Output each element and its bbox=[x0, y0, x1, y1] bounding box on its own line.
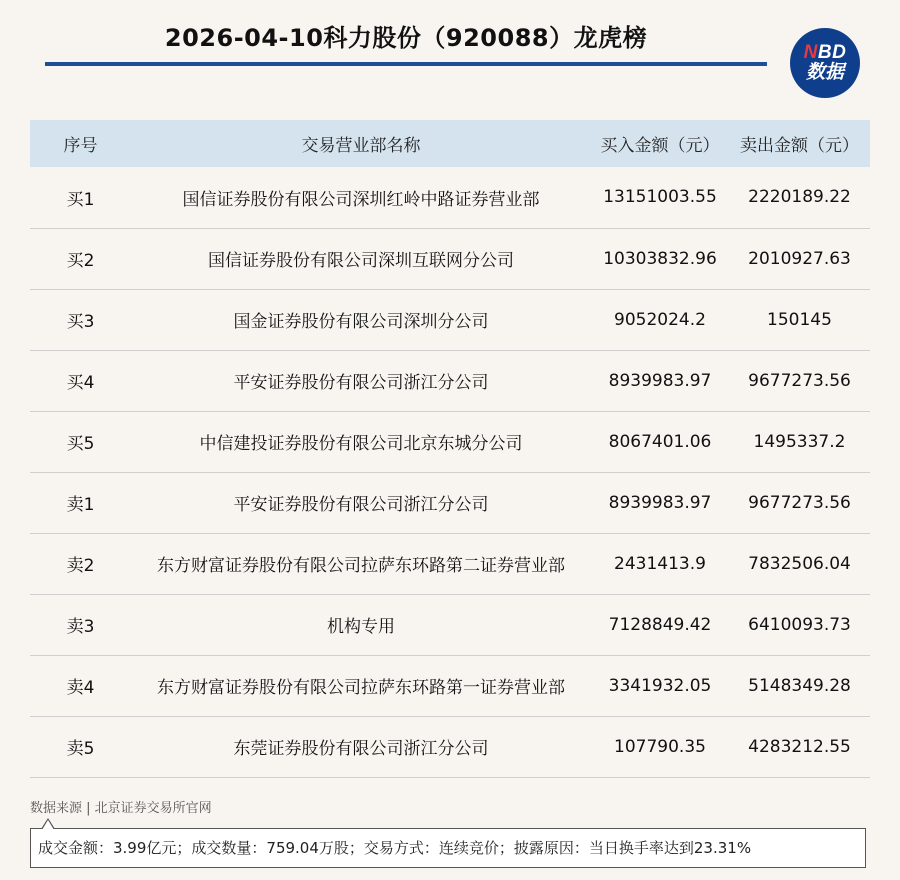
table-body bbox=[30, 167, 870, 777]
cell-branch-name: 中信建投证券股份有限公司北京东城分公司 bbox=[199, 434, 523, 454]
cell-index: 买3 bbox=[66, 312, 95, 332]
summary-pointer-fill bbox=[42, 820, 54, 830]
cell-buy-amount: 3341932.05 bbox=[608, 675, 712, 696]
cell-buy-amount: 7128849.42 bbox=[608, 614, 712, 635]
cell-branch-name: 东莞证券股份有限公司浙江分公司 bbox=[233, 739, 489, 759]
cell-index: 买5 bbox=[66, 434, 95, 454]
cell-index: 卖3 bbox=[66, 617, 95, 637]
cell-branch-name: 国信证券股份有限公司深圳红岭中路证券营业部 bbox=[182, 189, 540, 210]
table-row bbox=[30, 228, 870, 289]
logo-data-text: 数据 bbox=[805, 61, 844, 83]
cell-branch-name: 东方财富证券股份有限公司拉萨东环路第一证券营业部 bbox=[157, 678, 565, 698]
cell-buy-amount: 10303832.96 bbox=[603, 248, 717, 269]
table-row bbox=[30, 350, 870, 411]
cell-branch-name: 东方财富证券股份有限公司拉萨东环路第二证券营业部 bbox=[157, 556, 565, 576]
table-row bbox=[30, 594, 870, 655]
cell-index: 卖1 bbox=[66, 495, 95, 515]
cell-sell-amount: 4283212.55 bbox=[748, 736, 851, 757]
cell-branch-name: 平安证券股份有限公司浙江分公司 bbox=[233, 373, 489, 393]
page-title: 2026-04-10科力股份（920088）龙虎榜 bbox=[164, 24, 648, 52]
table-row bbox=[30, 533, 870, 594]
col-header-branch: 交易营业部名称 bbox=[301, 136, 421, 156]
dragon-tiger-table bbox=[30, 120, 870, 778]
cell-branch-name: 机构专用 bbox=[327, 617, 395, 637]
nbd-logo bbox=[790, 28, 860, 98]
col-header-buy: 买入金额（元） bbox=[600, 136, 720, 156]
cell-buy-amount: 8939983.97 bbox=[608, 370, 712, 391]
table-row bbox=[30, 716, 870, 777]
cell-buy-amount: 8939983.97 bbox=[608, 492, 712, 513]
cell-buy-amount: 9052024.2 bbox=[614, 309, 706, 330]
cell-sell-amount: 9677273.56 bbox=[748, 492, 851, 513]
cell-sell-amount: 2220189.22 bbox=[748, 187, 851, 208]
table-row bbox=[30, 411, 870, 472]
table-row bbox=[30, 289, 870, 350]
cell-branch-name: 国金证券股份有限公司深圳分公司 bbox=[233, 312, 489, 332]
cell-index: 买4 bbox=[66, 373, 95, 393]
cell-index: 买1 bbox=[66, 189, 95, 210]
cell-buy-amount: 8067401.06 bbox=[608, 431, 712, 452]
cell-buy-amount: 2431413.9 bbox=[614, 553, 706, 574]
cell-sell-amount: 2010927.63 bbox=[748, 248, 851, 269]
logo-nbd-text bbox=[804, 43, 847, 62]
logo-bd-letters: BD bbox=[817, 41, 847, 63]
title-underline bbox=[45, 62, 767, 66]
col-header-index: 序号 bbox=[63, 136, 98, 156]
cell-branch-name: 国信证券股份有限公司深圳互联网分公司 bbox=[208, 251, 514, 271]
cell-sell-amount: 1495337.2 bbox=[753, 431, 846, 452]
cell-sell-amount: 9677273.56 bbox=[748, 370, 851, 391]
cell-index: 买2 bbox=[66, 251, 95, 271]
col-header-sell: 卖出金额（元） bbox=[740, 136, 859, 156]
cell-sell-amount: 5148349.28 bbox=[748, 675, 851, 696]
table-header-row bbox=[30, 120, 870, 167]
table-row bbox=[30, 655, 870, 716]
cell-branch-name: 平安证券股份有限公司浙江分公司 bbox=[233, 495, 489, 515]
cell-buy-amount: 107790.35 bbox=[614, 736, 706, 757]
cell-sell-amount: 150145 bbox=[767, 309, 832, 330]
data-source: 数据来源 | 北京证券交易所官网 bbox=[30, 801, 212, 816]
table-row bbox=[30, 167, 870, 228]
cell-index: 卖4 bbox=[66, 678, 95, 698]
cell-index: 卖2 bbox=[66, 556, 95, 576]
summary-box: 成交金额：3.99亿元；成交数量：759.04万股；交易方式：连续竞价；披露原因：当日换手率达到23.31% bbox=[30, 828, 866, 868]
logo-n-letter: N bbox=[803, 41, 818, 63]
cell-sell-amount: 7832506.04 bbox=[748, 553, 851, 574]
cell-buy-amount: 13151003.55 bbox=[603, 187, 717, 208]
cell-sell-amount: 6410093.73 bbox=[748, 614, 851, 635]
table-row bbox=[30, 472, 870, 533]
cell-index: 卖5 bbox=[66, 739, 95, 759]
